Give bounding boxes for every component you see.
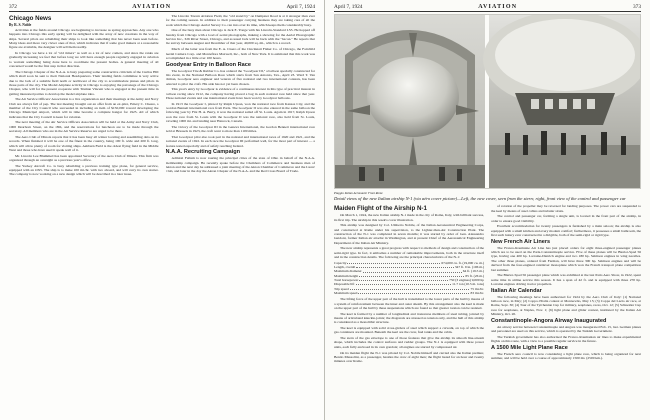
spec-value: 64 ft. (19.5 m.) bbox=[462, 269, 484, 274]
article-paragraph: The new airship represents a great progress with respect to methods of design and construction of the semi-rigid type. In fact, it embodies a number of remarkable improvements, both in the structure itself and in the construction details. The following are the principal characteristics of the N-1: bbox=[334, 246, 484, 260]
spec-label: Capacity bbox=[334, 260, 347, 265]
article-paragraph: The Lincoln Tavern Aviation Field, the "old stand by" on Dempster Road is at it stronger than ever for the coming season. In addition to their passenger carrying business they are taking care of all the work which the Chicago Aerial Survey Co. ran into over its time, which keeps them considerably busy. bbox=[165, 14, 315, 27]
article-paragraph: This year's entry by Goodyear is evidence of a continuous interest in this type of practical interest in balloon racing since 1912, the company having placed a bag in each national race held since that year. Three national events and one international event have been won by Goodyear balloons. bbox=[165, 87, 315, 101]
spec-value: 11.7 ton (10.5 m. tons) bbox=[452, 282, 484, 287]
article-paragraph: The French aero council is now considering a light plane race, which is being organized for next summer, and will be held over a course of approximately 1500 mi. (2500 km.). bbox=[491, 351, 641, 361]
chicago-news-heading: Chicago News bbox=[9, 15, 52, 22]
right-column-2 bbox=[491, 204, 641, 419]
airship-photo bbox=[334, 14, 641, 189]
article-paragraph: Much of the latter was from the E. A. Cisero of the Cincinnati Fisher Co. of Chicago, the Fairchild Aerial Camera Corp. and Monteflore Maxwell, Inc., both of New York. It is estimated that this work was accomplished in a little over 100 hours. bbox=[165, 47, 315, 60]
article-paragraph: The next meeting of the Air Service Officers Association will be held at the Army and Navy Club, 1000 Dearborn Street, on the 18th, and the reservations for luncheon are to be made through the secretary. All members who are in the Air Service Reserve are urged to be there. bbox=[9, 120, 159, 134]
article-paragraph: The keel is equipped with solid cross-girders of steel which support a catwalk, on top of which the gas containers are mounted. Beneath the keel are the crew, fuel tanks and the cabin. bbox=[334, 326, 484, 335]
article-paragraph: Mr. Lincoln Lee Blummed has been appointed Secretary of the Aero Club of Illinois. This firm was organized through an oversight as a previous year's office. bbox=[9, 153, 159, 162]
article-paragraph: On its maiden flight the N-1 was piloted by Col. Nobile himself and carried also the Italian premier, Benito Mussolini, as a passenger, besides the crew of eight men; the flight lasted for an hour and twenty minutes over Rome. bbox=[334, 350, 484, 364]
left-journal-title: AVIATION bbox=[132, 4, 172, 10]
article-paragraph: The lifting force of the upper part of the hull is transmitted to the lower parts of the hull by means of a system of reinforcement between the inner and outer sheath. By this arrangement also the keel is made on the upper part of the hull by these suspensions which are found so that greater torsion can be resisted. bbox=[334, 297, 484, 310]
airship-specs-table bbox=[334, 261, 484, 295]
right-running-head bbox=[334, 4, 641, 12]
article-paragraph: In Chicago we have a lot of "old timers" as well as a lot of new comers, and since the ranks are gradually increasing we feel that before long we will have enough people regularly engaged in aviation to warrant something being done here to coordinate the present bodies. A general meeting of all concerned would be the first step in that direction. bbox=[9, 51, 159, 69]
spec-label: Maximum diameter bbox=[334, 269, 362, 274]
figure-caption: Detail views of the new Italian airship N-1 (via aéro cover picture)—Left, the new cover, seen from the stern; right, front view of the control and passenger car bbox=[334, 196, 626, 201]
article-paragraph: The Turkish government has also authorized the Franco-Roumanian air lines to make experimental flights on this route, with a view to a possible regular service in the future. bbox=[491, 334, 641, 344]
constantinople-heading: Constantinople-Angora Airway Inaugurated bbox=[491, 317, 607, 324]
article-paragraph: The stern of the gas envelope is one of those features that give the airship its smooth line-stream shape, which includes the control surfaces and rudder groups. The N-1 is equipped with three power units, each fully enclosed in its own gondola; all engines are started by compressed air. bbox=[334, 336, 484, 349]
right-column-1 bbox=[334, 204, 484, 419]
chicago-news-byline: By R. S. Noble bbox=[9, 23, 32, 27]
right-page bbox=[325, 0, 650, 420]
article-paragraph: The Aero Club of Illinois reports that it has been busy all winter locating and assembling data on its records. When finished it will be one of the finest in the country, being 100 ft. wide and 200 ft. long, which will allow plenty of room for visiting ships. Ashburn Field is the oldest flying field in the Middle West and those who have used it speak well of it. bbox=[9, 134, 159, 152]
article-paragraph: An airway service between Constantinople and Angora was inaugurated Feb. 15, last. German planes and personnel are used on this service, which is operated by the Turkish Government. bbox=[491, 324, 641, 334]
spec-label: Disposable lift bbox=[334, 282, 355, 287]
article-paragraph: The control and passenger car, forming a single unit, is located in the front part of the airship, in order to ensure good visibility. bbox=[491, 214, 641, 223]
right-issue-date: April 7, 1924 bbox=[334, 4, 363, 10]
article-paragraph: The keel is formed by a number of longitudinal and transverse members of steel tubing, jointed by means of articulated knuckle-joints; the diagonals are stressed as tension only, and the hull of this airship is considered as a monolithic structure. bbox=[334, 311, 484, 325]
spec-label: Maximum speed bbox=[334, 290, 358, 295]
article-paragraph: Admiral Fullam is now touring the principal cities of the state of Ohio in behalf of the N.A.A. membership campaign. He recently spoke before the Chambers of Commerce and business men of Akron and the next day he addressed a joint meeting of the Akron Chamber of Commerce and the Lions' Club, and later in the day the Akron Chapter of the N.A.A. and the Red Cross Board of Trade. bbox=[165, 156, 315, 174]
article-paragraph: This airship was designed by Col. Umberto Nobile, of the Italian Aeronautical Engineering Corps, and constructed at Rome under his supervision, to the Lighter-than-Air Construction Plant. The construction of the N-1 was completed in seven months; it was started by order of Gen. Alessandro Guidoni, former Italian air attaché in Washington, and at present Chief of the Aeronautical Engineering Department of the Italian Air Ministry. bbox=[334, 223, 484, 245]
article-paragraph: The Yackey Aircraft Co. is busy rebuilding a previous training type plane, for general service, equipped with an OX5. The ship is to make 100 mi./hr. with two aboard, and will carry its own starter. The company is now working on a new design which will be described in a later issue. bbox=[9, 163, 159, 177]
article-paragraph: In 1913 the Goodyear I, piloted by Ralph Upson, won the national race from Kansas City, and the Gordon Bennett international race from Paris. The Goodyear II was also entered in the same balloon the following year by Fitz H. A. Berry, it won the national sailed off St. Louis. Again in 1917, Ralph Upson won the race from St. Louis with the Goodyear II was the national race, also held from St. Louis, traveling 1000 mi. and landing near Hancock, Canada. bbox=[165, 101, 315, 124]
spec-value: 347 ft. 9 in. (106 m.) bbox=[454, 265, 484, 270]
right-journal-title: AVIATION bbox=[478, 4, 518, 10]
article-paragraph: That Goodyear pilot also took part in the national and international races of 1920 and 1921, and the national events of 1922. In each race the Goodyear III performed well, for the most part of interest — a feature tested especially and of safely reaching Ireland. bbox=[165, 134, 315, 148]
left-running-head bbox=[9, 4, 315, 12]
airship-photo-graphic bbox=[335, 15, 641, 189]
article-paragraph: The victory of the Goodyear III in the Geneva International, the Gordon Bennett international race held at Brussels in 1923, the craft went to more than 1100 miles. bbox=[165, 124, 315, 134]
article-paragraph: Excellent accommodation for twenty passengers is furnished by a main saloon; the airship is also equipped with a small kitchen and every modern comfort; furthermore, it possesses a small bathroom, the first such luxury ever constructed in a dirigible, both of the semi-rigid or rigid type. bbox=[491, 224, 641, 238]
photo-credit: Piaggio Italian Aeronautic Front Rome bbox=[334, 191, 383, 195]
left-column-1 bbox=[9, 14, 159, 418]
article-paragraph: The Bleriot-Spad 56 passenger plane which was exhibited at the last Paris Aero Show, in 1922, spent some time in airline service this season. It has a span of 42 ft. and is equipped with three 270 hp. Lorraine engines driving tractor propellers. bbox=[491, 273, 641, 286]
spec-value: 83 mi./hr. bbox=[470, 290, 484, 295]
left-column-2 bbox=[166, 14, 316, 418]
article-paragraph: The Goodyear Tire & Rubber Co. has ordered the "Goodyear III," a balloon specially constructed for this event, in the National Balloon Race which starts from San Antonio, Tex., April 23. Ward T. Van Orman, Goodyear aero engineer and veteran of five national and two international contests, has been selected to pilot the craft. His aide has not yet been chosen. bbox=[165, 68, 315, 86]
article-paragraph: of rotation of the propeller may be reversed for landing purposes. The power cars are suspended to the keel by means of steel cables and tubular struts. bbox=[491, 204, 641, 213]
article-paragraph: The Chicago Chapter of the N.A.A. is busy preparing some constructive criticism of the Curtiss Hill which shall soon be sent to their National Headquarters. Their landing fields committee is very active due to the lack of a suitable field north or northwest of the city to accommodate planes and pilots in those parts of the city. The Model Airplane activity in Chicago is enjoying the patronage of the Chicago Chapter, who will for the present cooperate with Truman Vincent who is engaged at the present time in getting interested parties to develop the model airplane idea. bbox=[9, 69, 159, 96]
spec-label: Length, overall bbox=[334, 265, 356, 270]
article-paragraph: The Air Service Officers' Association is a live organization and their meetings at the Army and Navy Club are always full of pep. The last meeting brought out an offer from an ex-pilot, Emery C. Cheere, a member of the City Council who succeeded in including an item of $150,000 toward developing the Chicago Municipal Airport, which will in time become a complete hangar for 1925. All of which indicates that the City Council is keen for aviation. bbox=[9, 97, 159, 119]
naa-heading: N.A.A. Recruiting Campaign bbox=[165, 149, 241, 156]
spec-value: 750 (3 engines) 9,000 hp bbox=[449, 278, 484, 282]
spec-value: 75 mi./hr. bbox=[470, 286, 484, 291]
spec-label: Total horsepower bbox=[334, 278, 359, 282]
spec-label: Maximum height bbox=[334, 273, 359, 278]
right-page-number: 373 bbox=[633, 4, 641, 10]
spec-value: 674,000 cu. ft. (19,000 cu. m.) bbox=[441, 260, 484, 265]
left-page-number: 372 bbox=[9, 4, 17, 10]
left-issue-date: April 7, 1924 bbox=[286, 4, 315, 10]
italian-calendar-heading: Italian Air Calendar bbox=[491, 287, 542, 294]
article-paragraph: The following meetings have been authorized for 1924 by the Aero Club of Italy: (1) National balloon race, in May; (2) Coppa d'Italia contest at Montecelio, May 15; (3) Coppa del Lazio air race, at Rome, Sept. 30; (4) Tour of the Tyrrhenian Cup for military, seaplanes, races, Oct. 12; (5) Schneider Cup race for seaplanes, at Naples, Nov. 1; (6) light plane and glider contest, instituted by the Italian Air Ministry, Oct. 20. bbox=[491, 294, 641, 317]
spec-label: Trip speed bbox=[334, 286, 349, 291]
article-paragraph: On March 1, 1924, the new Italian airship N-1 made in the city of Rome, Italy, with brilliant success, its first trip. The airship in this week's cover illustration. bbox=[334, 213, 484, 222]
airship-article-heading: Maiden Flight of the Airship N-1 bbox=[334, 205, 427, 213]
article-paragraph: The Franco-Roumaine Air Line has just placed orders for eight three-engined passenger planes which are to be used on the Paris-Constantinople service. Five of these planes will be Bleriot-Spad 56 type, having one 400 hp. Lorraine-Dietrich engine and two 180 hp. Salmson engines in wing nacelles. The other three planes, ordered from Farman, will have three 300 hp. Salmson engines and will be derived from the four-engined cantilever monoplane which won the French transport plane competition last summer. bbox=[491, 245, 641, 272]
light-plane-race-heading: A 1500 Mile Light Plane Race bbox=[491, 344, 568, 351]
article-paragraph: Activities at the fields around Chicago are beginning to increase as spring approaches. Any one who happens into Chicago this early spring will be delighted with the array of new creations in the way of ships. Several pilots are rebuilding their ships to look like something that has never been seen before. Many ideas and more very clever ones of that, which indicates that if some good makers at a reasonable figure are available, the designer will sell them readily. bbox=[9, 28, 159, 50]
article-paragraph: One of the busy men about Chicago is Jack E. Yonge with his Lincoln-Standard LS5. He hopped off Sunday from Chicago with a load of aerial photographs, making a showing for the Aerial Photographic Service Inc., 326 River Street, Chicago, and as usual Jack will be back with the "bacon." He reports that the survey between August and December of that year, 40,000 sq. mi., which is a record. bbox=[165, 28, 315, 46]
goodyear-heading: Goodyear Entry in Balloon Race bbox=[165, 61, 251, 68]
spec-row bbox=[334, 291, 484, 295]
spec-value: 85 ft. (26 m.) bbox=[465, 273, 484, 278]
french-liners-heading: New French Air Liners bbox=[491, 238, 551, 245]
